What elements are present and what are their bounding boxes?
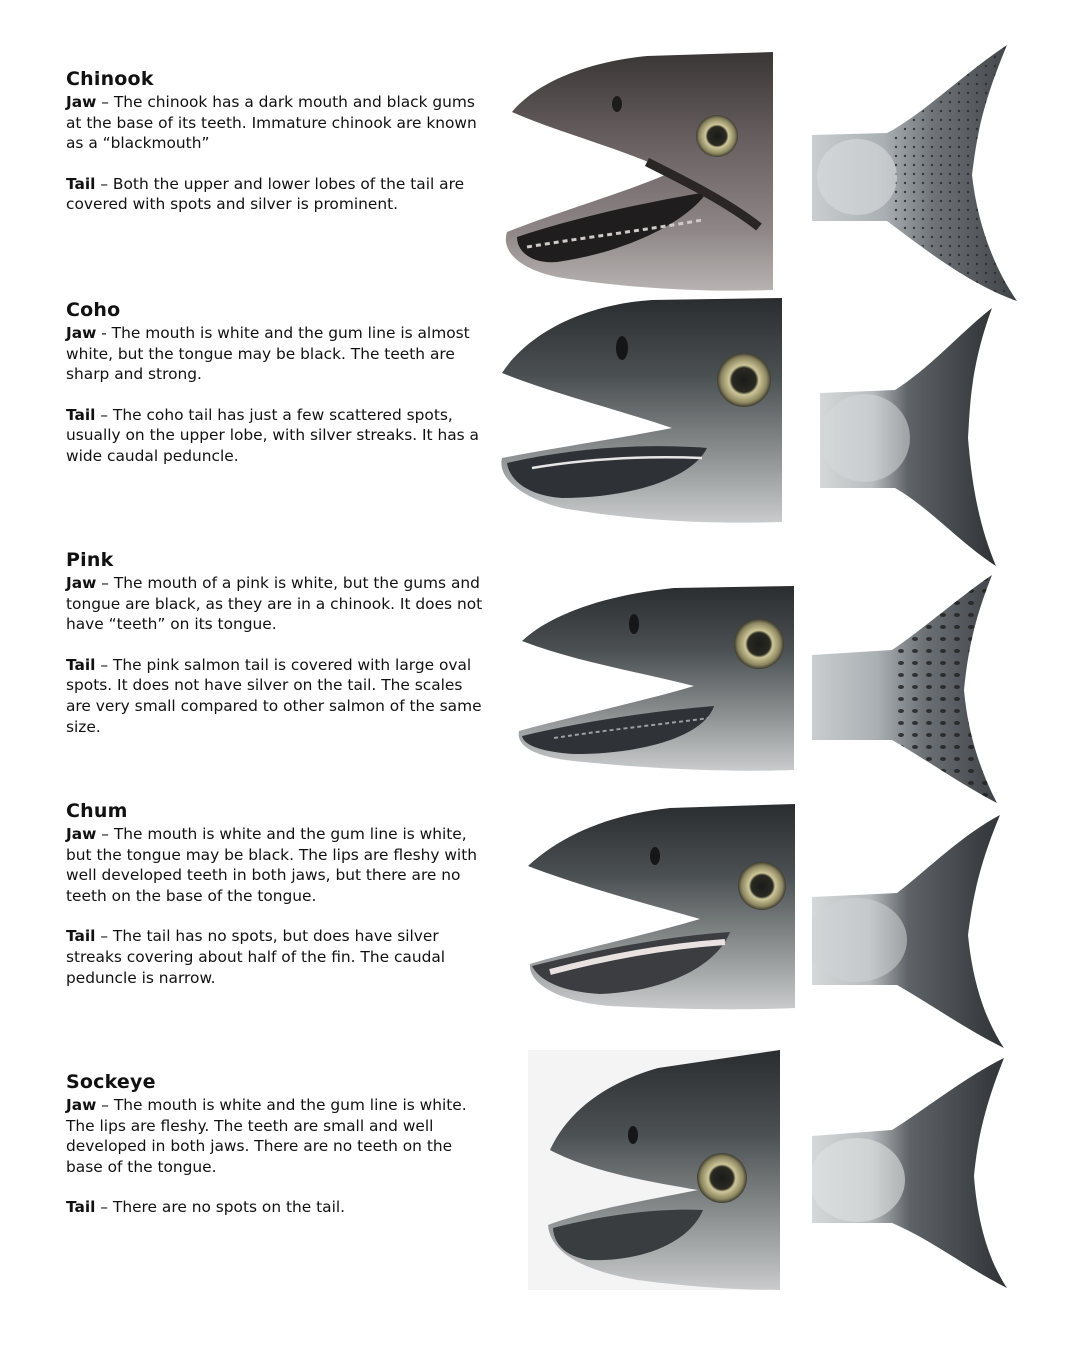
species-name: Chinook [66,68,154,90]
pink-tail-image [812,575,1002,805]
tail-text: – Both the upper and lower lobes of the tail are covered with spots and silver is prominent. [66,174,465,214]
tail-label: Tail [66,1198,96,1217]
species-text [66,299,486,467]
jaw-label: Jaw [66,825,97,843]
jaw-text: – The mouth is white and the gum line is white. The lips are fleshy. The teeth are small and well developed in both jaws. There are no teeth on the base of the tongue. [66,1096,467,1176]
jaw-description [66,92,486,154]
tail-description [66,926,486,988]
tail-description [66,405,486,467]
jaw-text: – The mouth is white and the gum line is white, but the tongue may be black. The lips are fleshy with well developed teeth in both jaws, but there are no teeth on the base of the tongue. [66,825,478,905]
jaw-text: – The chinook has a dark mouth and black gums at the base of its teeth. Immature chinook are known as a “blackmouth” [66,93,477,153]
jaw-description [66,1095,486,1177]
jaw-text: - The mouth is white and the gum line is almost white, but the tongue may be black. The teeth are sharp and strong. [66,324,470,384]
coho-jaw-image [492,298,782,524]
jaw-label: Jaw [66,574,97,592]
chum-jaw-image [520,804,795,1010]
species-text [66,68,486,215]
species-name: Coho [66,299,121,321]
tail-text: – There are no spots on the tail. [95,1198,346,1217]
sockeye-jaw-image [528,1050,780,1290]
tail-text: – The coho tail has just a few scattered spots, usually on the upper lobe, with silver streaks. It has a wide caudal peduncle. [66,405,479,465]
jaw-description [66,824,486,906]
tail-description [66,1197,486,1218]
tail-label: Tail [66,174,96,193]
tail-description [66,655,486,737]
chinook-jaw-image [497,52,773,294]
species-name: Pink [66,549,114,571]
tail-label: Tail [66,927,96,946]
tail-description [66,174,486,215]
tail-text: – The tail has no spots, but does have silver streaks covering about half of the fin. The caudal peduncle is narrow. [66,927,446,987]
jaw-label: Jaw [66,324,97,342]
coho-tail-image [820,308,1020,568]
species-text [66,1071,486,1218]
jaw-label: Jaw [66,1096,97,1114]
tail-label: Tail [66,405,96,424]
chum-tail-image [812,815,1007,1050]
jaw-label: Jaw [66,93,97,111]
species-text [66,549,486,737]
species-name: Sockeye [66,1071,156,1093]
tail-label: Tail [66,655,96,674]
jaw-description [66,323,486,385]
jaw-description [66,573,486,635]
species-name: Chum [66,800,128,822]
tail-text: – The pink salmon tail is covered with large oval spots. It does not have silver on the tail. The scales are very small compared to other salmon of the same size. [66,655,482,736]
sockeye-tail-image [812,1058,1012,1290]
chinook-tail-image [812,45,1022,303]
jaw-text: – The mouth of a pink is white, but the gums and tongue are black, as they are in a chinook. It does not have “teeth” on its tongue. [66,574,483,634]
pink-jaw-image [504,586,794,776]
species-text [66,800,486,988]
